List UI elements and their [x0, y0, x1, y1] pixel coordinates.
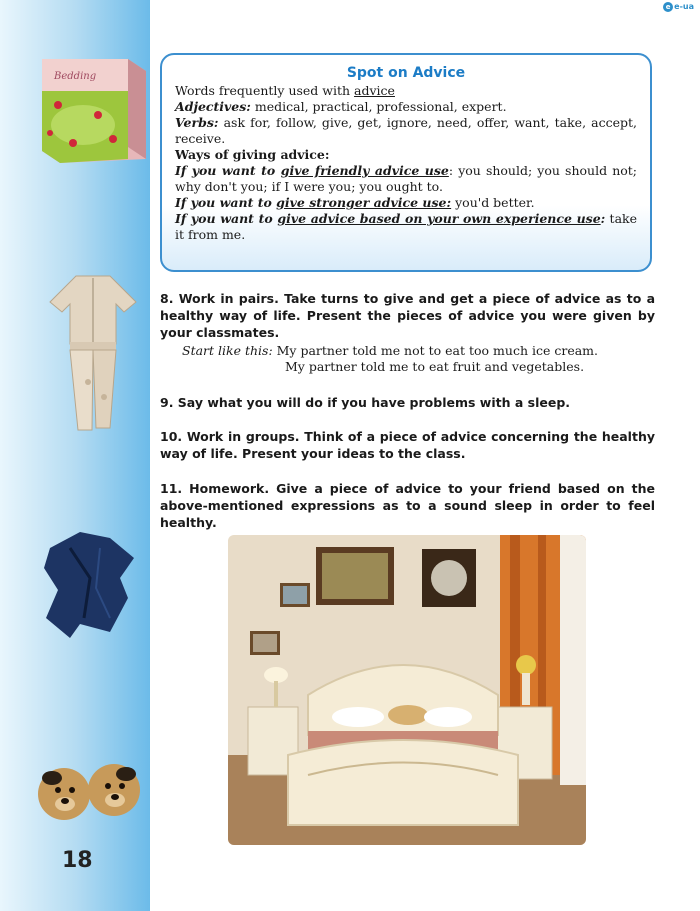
example-line-1: Start like this: My partner told me not to eat too much ice cream.	[182, 343, 598, 358]
page-number: 18	[62, 848, 93, 873]
task-10: 10. Work in groups. Think of a piece of advice concerning the healthy way of life. Present your ideas to the class.	[160, 429, 655, 461]
advice-intro: Words frequently used with advice	[175, 83, 395, 98]
example-line-2: My partner told me to eat fruit and vegetables.	[285, 359, 585, 374]
task-9: 9. Say what you will do if you have problems with a sleep.	[160, 395, 571, 410]
adjectives-line: Adjectives: medical, practical, professional, expert.	[175, 99, 507, 114]
ways-heading: Ways of giving advice:	[175, 147, 330, 162]
bedding-package-image	[38, 55, 148, 167]
example-lines	[182, 343, 657, 375]
publisher-logo: e e-ua	[663, 2, 694, 12]
slippers-image	[34, 748, 144, 826]
bedroom-photo	[228, 535, 586, 845]
friendly-advice-line: If you want to give friendly advice use: you should; you should not; why don't you; if I were you; you ought to.	[175, 163, 638, 194]
svg-text:Bedding: Bedding	[54, 71, 97, 82]
task-11: 11. Homework. Give a piece of advice to your friend based on the above-mentioned expressions as to a sound sleep in order to feel healthy.	[160, 481, 655, 530]
pajamas-image	[48, 272, 138, 432]
spot-on-advice-box	[160, 53, 652, 272]
stronger-advice-line: If you want to give stronger advice use: you'd better.	[175, 195, 535, 210]
robe-image	[40, 528, 138, 640]
task-8: 8. Work in pairs. Take turns to give and get a piece of advice as to a healthy way of life. Present the pieces of advice you were given by your classmates.	[160, 291, 655, 340]
advice-box-title: Spot on Advice	[346, 65, 466, 81]
experience-advice-line: If you want to give advice based on your own experience use: take it from me.	[175, 211, 638, 242]
verbs-line: Verbs: ask for, follow, give, get, ignore, need, offer, want, take, accept, receive.	[175, 115, 637, 146]
